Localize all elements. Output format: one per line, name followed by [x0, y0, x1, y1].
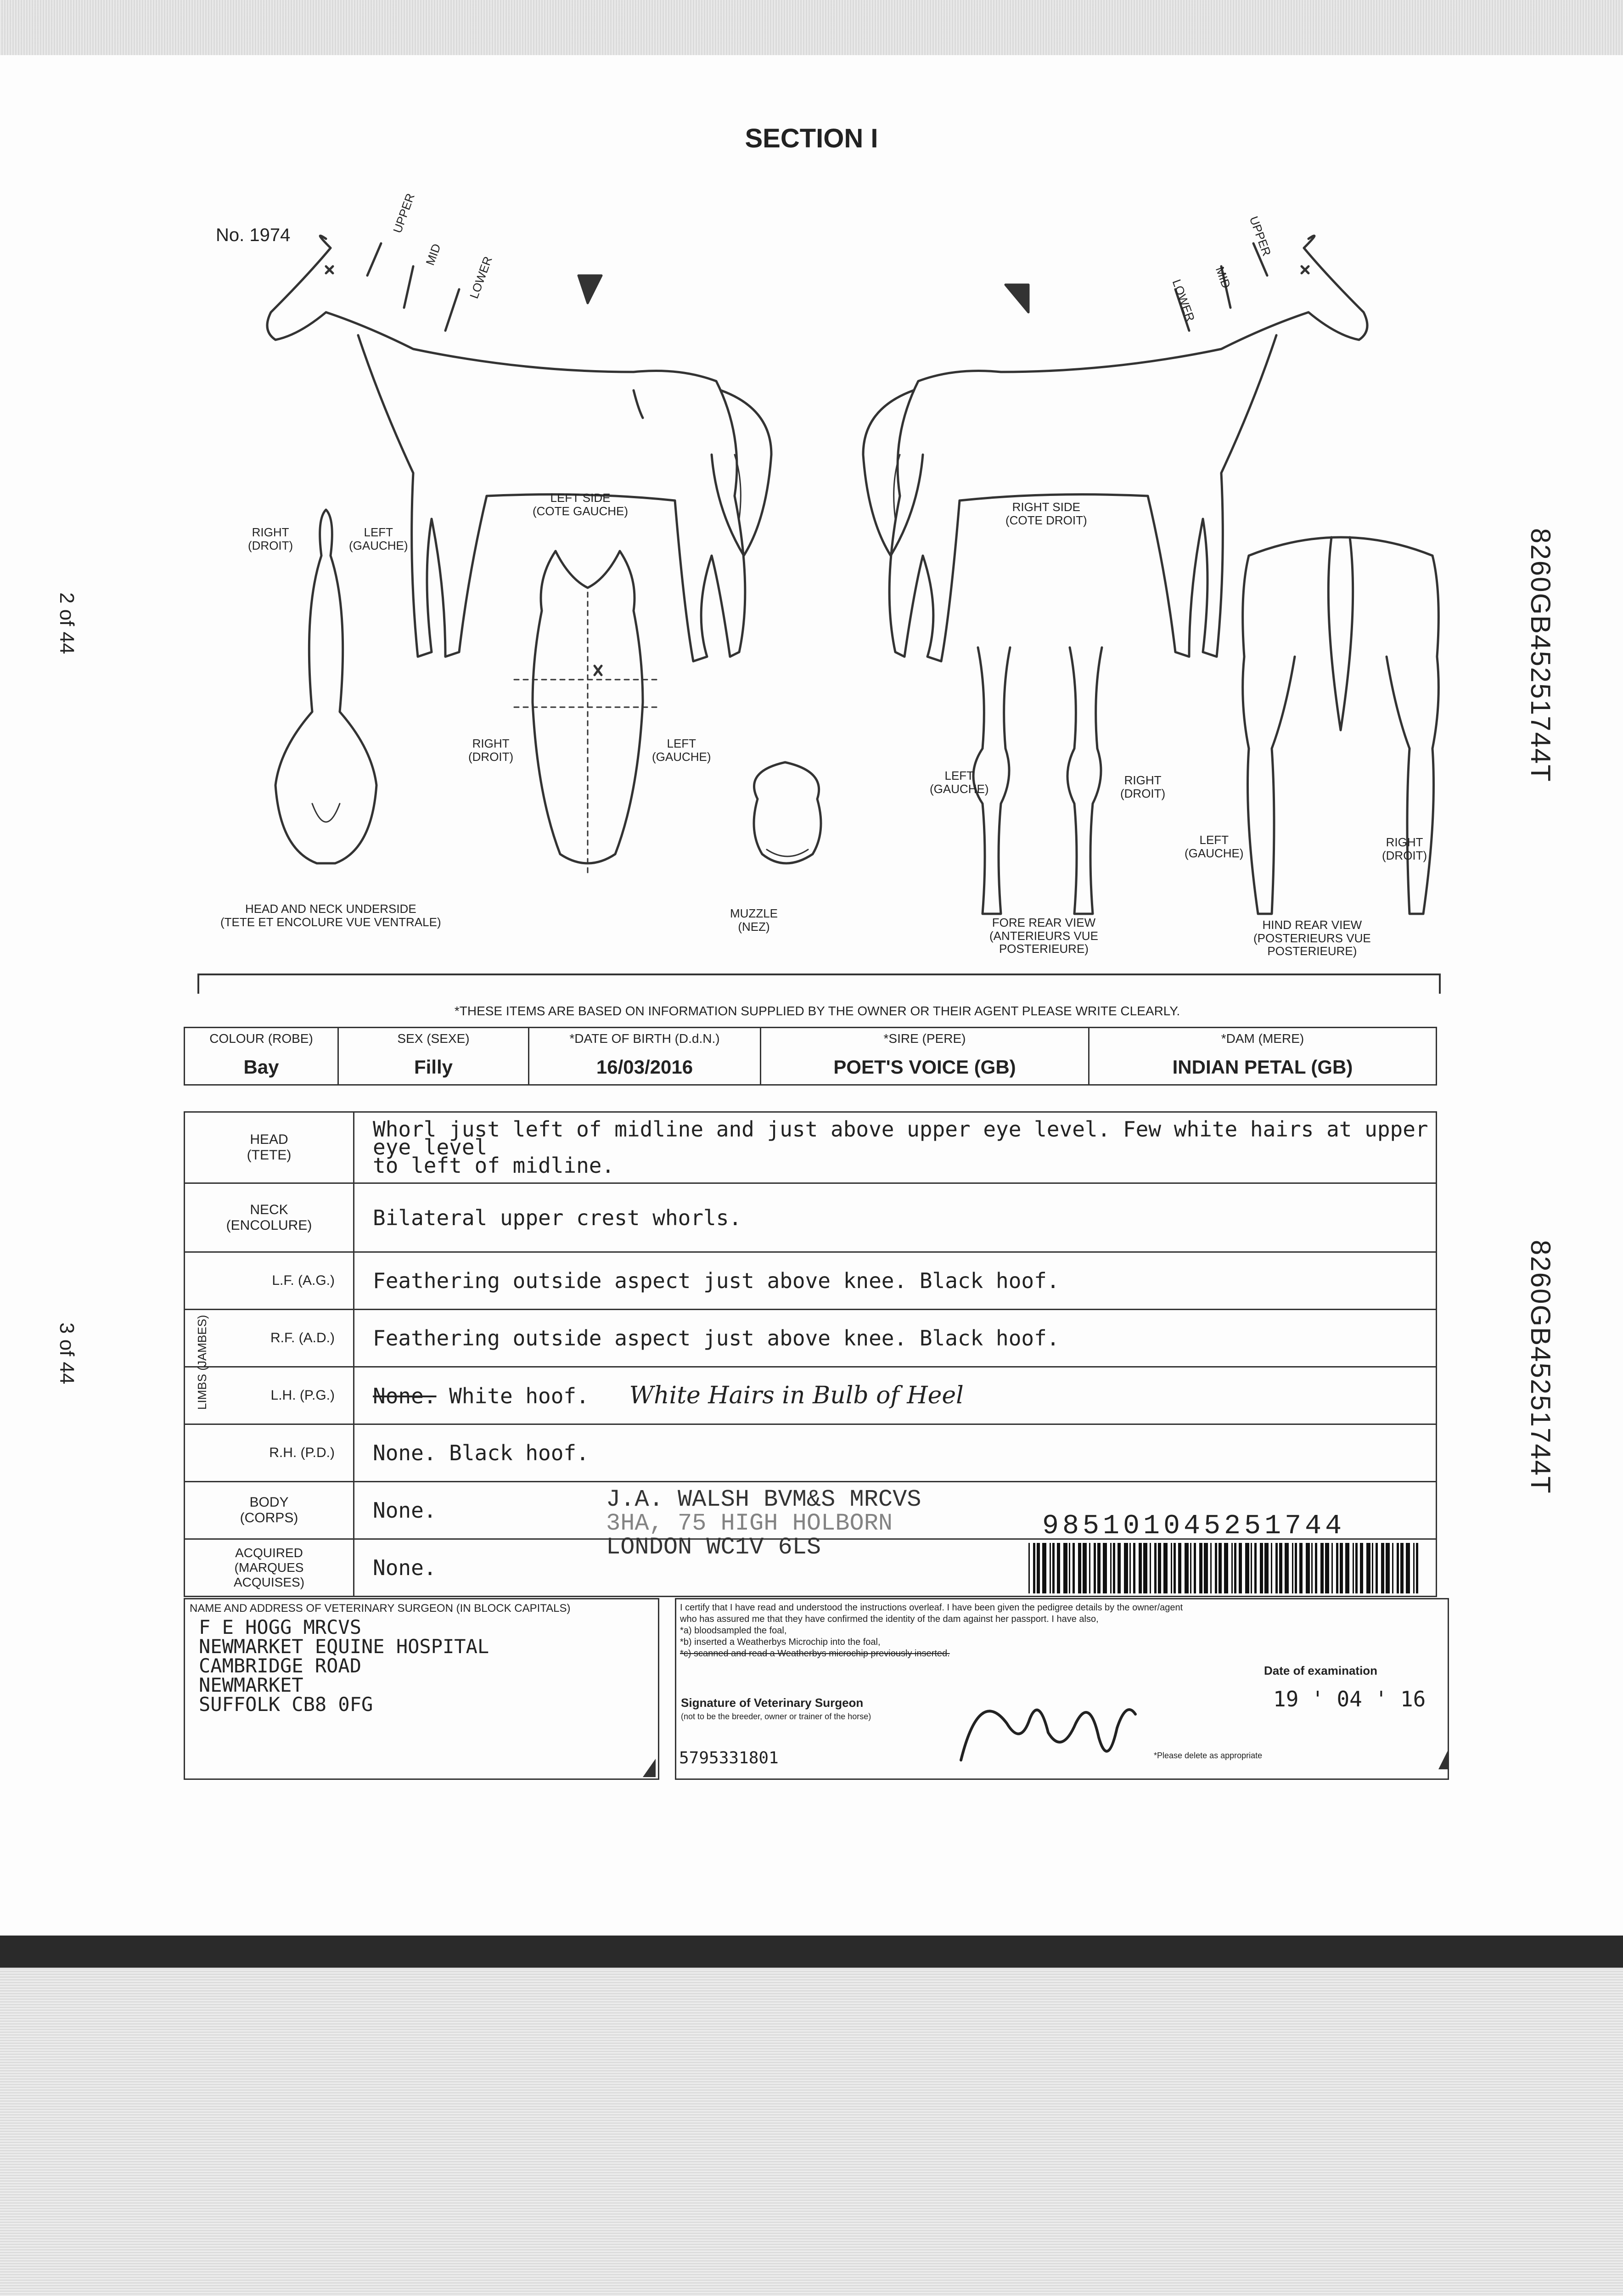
barcode-bar: [1251, 1543, 1252, 1593]
barcode-bar: [1215, 1543, 1217, 1593]
barcode-bar: [1042, 1543, 1046, 1593]
barcode-bar: [1397, 1543, 1399, 1593]
signature-note: (not to be the breeder, owner or trainer of the horse): [681, 1712, 871, 1721]
barcode-bar: [1279, 1543, 1282, 1593]
colour-cell: [185, 1028, 338, 1085]
label-right-side: RIGHT SIDE (COTE DROIT): [1005, 500, 1087, 527]
lh-label: L.H. (P.G.): [185, 1367, 354, 1424]
microchip-number: 985101045251744: [1042, 1511, 1346, 1542]
certification-box: [675, 1598, 1449, 1780]
barcode-bar: [1400, 1543, 1404, 1593]
barcode-bar: [1345, 1543, 1349, 1593]
sex-label: SEX (SEXE): [397, 1031, 470, 1046]
barcode-bar: [1315, 1543, 1317, 1593]
barcode-bar: [1037, 1543, 1040, 1593]
sire-label: *SIRE (PERE): [883, 1031, 966, 1046]
barcode-bar: [1050, 1543, 1051, 1593]
barcode-bar: [1275, 1543, 1278, 1593]
barcode-bar: [1340, 1543, 1343, 1593]
lf-markings: Feathering outside aspect just above knee. Black hoof.: [354, 1252, 1437, 1310]
label-left-side: LEFT SIDE (COTE GAUCHE): [533, 491, 628, 518]
neck-label-upper-right: UPPER: [1247, 214, 1274, 258]
barcode-bar: [1033, 1543, 1035, 1593]
colour-value: Bay: [243, 1056, 279, 1078]
barcode-bar: [1210, 1543, 1212, 1593]
barcode-bar: [1360, 1543, 1363, 1593]
serial-number: 5795331801: [679, 1749, 779, 1767]
corner-marker-left: [643, 1759, 656, 1777]
barcode-bar: [1204, 1543, 1208, 1593]
barcode-bar: [1254, 1543, 1257, 1593]
barcode-bar: [1320, 1543, 1324, 1593]
horse-markings-diagram: [174, 197, 1460, 969]
horse-left-side: [267, 236, 771, 661]
neck-label-mid: MID: [423, 242, 444, 267]
vet-name-address-box: [184, 1598, 659, 1780]
barcode-bar: [1089, 1543, 1090, 1593]
scan-edge-top: [0, 0, 1623, 55]
barcode-bar: [1069, 1543, 1070, 1593]
label-fore-left: LEFT (GAUCHE): [930, 769, 989, 796]
barcode-bar: [1264, 1543, 1269, 1593]
barcode-bar: [1406, 1543, 1410, 1593]
neck-markings: Bilateral upper crest whorls.: [354, 1183, 1437, 1252]
lh-handwritten-note: White Hairs in Bulb of Heel: [629, 1382, 964, 1409]
barcode-bar: [1355, 1543, 1358, 1593]
barcode-bar: [1083, 1543, 1087, 1593]
barcode-bar: [1224, 1543, 1228, 1593]
owner-info-notice: *THESE ITEMS ARE BASED ON INFORMATION SUPPLIED BY THE OWNER OR THEIR AGENT PLEASE WRITE CLEARLY.: [454, 1004, 1180, 1018]
limbs-label: LIMBS (JAMBES): [195, 1315, 209, 1410]
barcode-bar: [1190, 1543, 1191, 1593]
dob-cell: [529, 1028, 761, 1085]
diagram-number: No. 1974: [216, 225, 291, 245]
muzzle-view: [754, 762, 821, 863]
sire-cell: [761, 1028, 1089, 1085]
barcode-bar: [1299, 1543, 1303, 1593]
barcode-bar: [1331, 1543, 1333, 1593]
vet-stamp: J.A. WALSH BVM&S MRCVS 3HA, 75 HIGH HOLBORN LONDON WC1V 6LS: [606, 1486, 921, 1561]
barcode-bar: [1353, 1543, 1354, 1593]
barcode-bar: [1133, 1543, 1135, 1593]
rf-label: R.F. (A.D.): [185, 1310, 354, 1367]
barcode-bar: [1381, 1543, 1384, 1593]
body-label: BODY (CORPS): [185, 1482, 354, 1539]
date-label: Date of examination: [1264, 1664, 1378, 1677]
barcode-bar: [1413, 1543, 1415, 1593]
vet-box-label: NAME AND ADDRESS OF VETERINARY SURGEON (IN BLOCK CAPITALS): [190, 1602, 571, 1615]
rh-markings: None. Black hoof.: [354, 1424, 1437, 1482]
dob-label: *DATE OF BIRTH (D.d.N.): [569, 1031, 720, 1046]
label-hind-right: RIGHT (DROIT): [1382, 835, 1427, 862]
barcode-bar: [1366, 1543, 1370, 1593]
head-label: HEAD (TETE): [185, 1112, 354, 1183]
barcode-bar: [1174, 1543, 1176, 1593]
barcode-bar: [1185, 1543, 1189, 1593]
body-markings: None.: [354, 1482, 1437, 1539]
barcode-bar: [1271, 1543, 1272, 1593]
rf-markings: Feathering outside aspect just above knee. Black hoof.: [354, 1310, 1437, 1367]
page-number-top: 2 of 44: [56, 592, 78, 654]
barcode-bar: [1325, 1543, 1329, 1593]
barcode-bar: [1372, 1543, 1373, 1593]
barcode-bar: [1260, 1543, 1263, 1593]
barcode-bar: [1194, 1543, 1196, 1593]
barcode-bar: [1143, 1543, 1147, 1593]
acquired-markings: None.: [354, 1539, 1437, 1597]
barcode-bar: [1199, 1543, 1202, 1593]
barcode-bar: [1386, 1543, 1390, 1593]
label-muzzle: MUZZLE (NEZ): [730, 906, 778, 934]
label-underside-right: RIGHT (DROIT): [248, 525, 293, 552]
barcode-bar: [1150, 1543, 1151, 1593]
head-markings: Whorl just left of midline and just above upper eye level. Few white hairs at upper eye level to left of midline.: [354, 1112, 1437, 1183]
barcode-bar: [1110, 1543, 1112, 1593]
certification-text: I certify that I have read and understood the instructions overleaf. I have been given the pedigree details by the owner/agent who has assured me that they have confirmed the identity of the dam against her passport. I have also, *a) bloodsampled the foal, *b) inserted a Weatherbys Microchip into the foal, *c) scanned and read a Weatherbys microchip previously inserted.: [680, 1603, 1183, 1659]
barcode-bar: [1094, 1543, 1096, 1593]
barcode-bar: [1234, 1543, 1236, 1593]
lh-text: White hoof.: [436, 1384, 589, 1408]
delete-note: *Please delete as appropriate: [1154, 1751, 1263, 1760]
lh-markings: [354, 1367, 1437, 1424]
barcode-bar: [1219, 1543, 1222, 1593]
dam-cell: [1089, 1028, 1437, 1085]
barcode-bar: [1139, 1543, 1142, 1593]
barcode-bar: [1416, 1543, 1418, 1593]
fore-rear-view: [973, 647, 1102, 914]
barcode-bar: [1171, 1543, 1172, 1593]
barcode-bar: [1376, 1543, 1378, 1593]
barcode-bar: [1113, 1543, 1115, 1593]
identity-table: [184, 1027, 1437, 1086]
sex-value: Filly: [414, 1056, 453, 1078]
barcode-bar: [1052, 1543, 1055, 1593]
face-front-view: [514, 551, 661, 877]
dam-value: INDIAN PETAL (GB): [1172, 1056, 1353, 1078]
form-divider-bar: [197, 974, 1441, 994]
barcode-bar: [1295, 1543, 1297, 1593]
barcode-bar: [1103, 1543, 1107, 1593]
microchip-barcode: [1028, 1543, 1423, 1593]
barcode-bar: [1285, 1543, 1289, 1593]
neck-label-lower-right: LOWER: [1169, 277, 1198, 324]
scan-edge-bottom: [0, 1968, 1623, 2296]
barcode-bar: [1078, 1543, 1081, 1593]
barcode-bar: [1057, 1543, 1060, 1593]
date-value: 19 ' 04 ' 16: [1273, 1687, 1426, 1711]
section-title: SECTION I: [745, 124, 878, 153]
barcode-bar: [1097, 1543, 1101, 1593]
rh-label: R.H. (P.D.): [185, 1424, 354, 1482]
barcode-bar: [1124, 1543, 1128, 1593]
sex-cell: [338, 1028, 529, 1085]
barcode-bar: [1336, 1543, 1338, 1593]
label-underside-caption: HEAD AND NECK UNDERSIDE (TETE ET ENCOLURE VUE VENTRALE): [220, 902, 441, 929]
neck-label: NECK (ENCOLURE): [185, 1183, 354, 1252]
barcode-bar: [1158, 1543, 1161, 1593]
sire-value: POET'S VOICE (GB): [833, 1056, 1016, 1078]
horse-right-side: [863, 236, 1367, 661]
neck-label-lower: LOWER: [466, 254, 495, 301]
label-hind-left: LEFT (GAUCHE): [1185, 833, 1244, 860]
lf-label: L.F. (A.G.): [185, 1252, 354, 1310]
label-fore-caption: FORE REAR VIEW (ANTERIEURS VUE POSTERIEURE): [989, 916, 1098, 956]
barcode-bar: [1073, 1543, 1075, 1593]
barcode-bar: [1231, 1543, 1233, 1593]
barcode-bar: [1028, 1543, 1030, 1593]
neck-label-mid-right: MID: [1213, 264, 1234, 290]
lh-struck-text: None.: [373, 1384, 437, 1408]
barcode-bar: [1129, 1543, 1131, 1593]
signature-label: Signature of Veterinary Surgeon: [681, 1696, 864, 1710]
label-face-left: LEFT (GAUCHE): [652, 737, 711, 764]
barcode-bar: [1063, 1543, 1067, 1593]
dob-value: 16/03/2016: [596, 1056, 693, 1078]
barcode-bar: [1118, 1543, 1121, 1593]
passport-code-bottom: 8260GB45251744T: [1525, 1240, 1556, 1494]
barcode-bar: [1154, 1543, 1157, 1593]
barcode-bar: [1239, 1543, 1242, 1593]
label-fore-right: RIGHT (DROIT): [1120, 773, 1166, 800]
barcode-bar: [1163, 1543, 1168, 1593]
label-underside-left: LEFT (GAUCHE): [349, 525, 408, 552]
page-number-bottom: 3 of 44: [56, 1322, 78, 1384]
label-hind-caption: HIND REAR VIEW (POSTERIEURS VUE POSTERIEURE): [1253, 918, 1371, 958]
vet-address: F E HOGG MRCVS NEWMARKET EQUINE HOSPITAL CAMBRIDGE ROAD NEWMARKET SUFFOLK CB8 0FG: [199, 1616, 489, 1716]
colour-label: COLOUR (ROBE): [209, 1031, 313, 1046]
barcode-bar: [1311, 1543, 1313, 1593]
head-neck-underside: [275, 510, 376, 863]
label-face-right: RIGHT (DROIT): [468, 737, 514, 764]
passport-code-top: 8260GB45251744T: [1525, 528, 1556, 782]
acquired-label: ACQUIRED (MARQUES ACQUISES): [185, 1539, 354, 1597]
scan-edge-band: [0, 1936, 1623, 1968]
corner-marker-right: [1438, 1751, 1448, 1769]
barcode-bar: [1306, 1543, 1310, 1593]
vet-signature: [952, 1668, 1145, 1778]
barcode-bar: [1245, 1543, 1249, 1593]
barcode-bar: [1178, 1543, 1181, 1593]
barcode-bar: [1392, 1543, 1393, 1593]
barcode-bar: [1292, 1543, 1293, 1593]
dam-label: *DAM (MERE): [1221, 1031, 1304, 1046]
neck-label-upper: UPPER: [390, 191, 417, 235]
